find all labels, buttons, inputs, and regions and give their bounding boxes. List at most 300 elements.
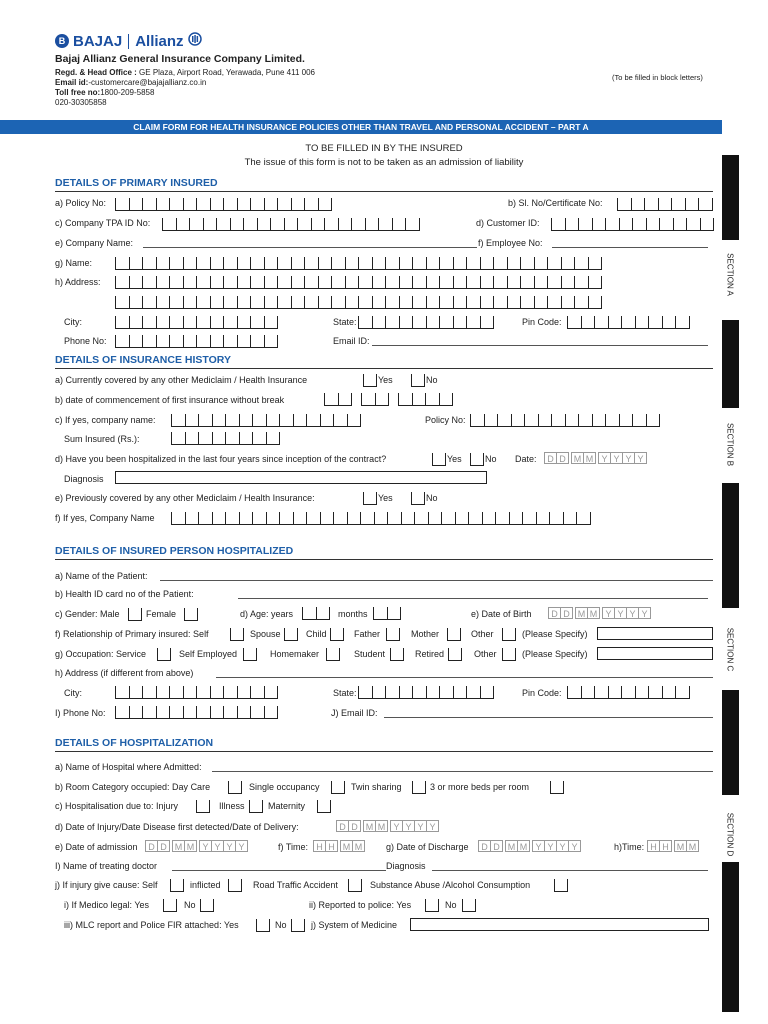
health-id-input[interactable] <box>238 598 708 599</box>
char-cell[interactable] <box>520 257 534 270</box>
policy-no-input[interactable] <box>115 198 332 211</box>
char-cell[interactable] <box>115 257 129 270</box>
char-cell[interactable] <box>632 218 646 231</box>
placeholder-cell[interactable]: M <box>375 820 388 832</box>
char-cell[interactable] <box>507 257 521 270</box>
medico-yes-checkbox[interactable] <box>163 899 177 912</box>
char-cell[interactable] <box>673 218 687 231</box>
char-cell[interactable] <box>378 218 392 231</box>
char-cell[interactable] <box>250 706 264 719</box>
due-injury-checkbox[interactable] <box>196 800 210 813</box>
char-cell[interactable] <box>399 686 413 699</box>
occupation-student-checkbox[interactable] <box>390 648 404 661</box>
char-cell[interactable] <box>331 257 345 270</box>
char-cell[interactable] <box>250 335 264 348</box>
hospitalized-date-input[interactable] <box>544 452 646 464</box>
char-cell[interactable] <box>264 276 278 289</box>
room-single-checkbox[interactable] <box>331 781 345 794</box>
hospital-name-input[interactable] <box>212 771 713 772</box>
char-cell[interactable] <box>565 414 579 427</box>
placeholder-cell[interactable]: H <box>647 840 660 852</box>
char-cell[interactable] <box>520 276 534 289</box>
char-cell[interactable] <box>547 296 561 309</box>
occupation-self-employed-checkbox[interactable] <box>243 648 257 661</box>
char-cell[interactable] <box>183 257 197 270</box>
char-cell[interactable] <box>574 257 588 270</box>
char-cell[interactable] <box>426 686 440 699</box>
char-cell[interactable] <box>565 218 579 231</box>
char-cell[interactable] <box>698 198 713 211</box>
char-cell[interactable] <box>412 257 426 270</box>
char-cell[interactable] <box>441 512 455 525</box>
char-cell[interactable] <box>399 296 413 309</box>
char-cell[interactable] <box>385 257 399 270</box>
relationship-spouse-checkbox[interactable] <box>284 628 298 641</box>
char-cell[interactable] <box>605 414 619 427</box>
char-cell[interactable] <box>225 512 239 525</box>
char-cell[interactable] <box>374 512 388 525</box>
char-cell[interactable] <box>588 257 603 270</box>
address-input-line2[interactable] <box>115 296 602 309</box>
char-cell[interactable] <box>507 276 521 289</box>
char-cell[interactable] <box>115 706 129 719</box>
cause-road-checkbox[interactable] <box>348 879 362 892</box>
customer-id-input[interactable] <box>551 218 714 231</box>
char-cell[interactable] <box>561 296 575 309</box>
char-cell[interactable] <box>338 393 353 406</box>
address-different-input[interactable] <box>216 677 713 678</box>
char-cell[interactable] <box>320 512 334 525</box>
placeholder-cell[interactable]: M <box>505 840 518 852</box>
char-cell[interactable] <box>252 414 266 427</box>
char-cell[interactable] <box>658 198 672 211</box>
char-cell[interactable] <box>196 198 210 211</box>
char-cell[interactable] <box>425 393 439 406</box>
placeholder-cell[interactable]: Y <box>544 840 557 852</box>
char-cell[interactable] <box>534 257 548 270</box>
char-cell[interactable] <box>171 432 185 445</box>
char-cell[interactable] <box>183 335 197 348</box>
employee-no-input[interactable] <box>552 247 708 248</box>
due-maternity-checkbox[interactable] <box>317 800 331 813</box>
char-cell[interactable] <box>439 686 453 699</box>
char-cell[interactable] <box>291 198 305 211</box>
placeholder-cell[interactable]: Y <box>414 820 427 832</box>
char-cell[interactable] <box>439 296 453 309</box>
char-cell[interactable] <box>250 296 264 309</box>
char-cell[interactable] <box>198 414 212 427</box>
char-cell[interactable] <box>210 296 224 309</box>
state-input[interactable] <box>358 316 494 329</box>
mlc-yes-checkbox[interactable] <box>256 919 270 932</box>
char-cell[interactable] <box>534 296 548 309</box>
char-cell[interactable] <box>347 414 362 427</box>
char-cell[interactable] <box>385 276 399 289</box>
char-cell[interactable] <box>662 686 676 699</box>
char-cell[interactable] <box>581 316 595 329</box>
char-cell[interactable] <box>594 686 608 699</box>
char-cell[interactable] <box>156 276 170 289</box>
char-cell[interactable] <box>385 316 399 329</box>
char-cell[interactable] <box>399 316 413 329</box>
placeholder-cell[interactable]: H <box>313 840 326 852</box>
occupation-other-checkbox[interactable] <box>502 648 516 661</box>
char-cell[interactable] <box>293 512 307 525</box>
placeholder-cell[interactable]: Y <box>235 840 248 852</box>
char-cell[interactable] <box>129 198 143 211</box>
char-cell[interactable] <box>484 414 498 427</box>
char-cell[interactable] <box>509 512 523 525</box>
char-cell[interactable] <box>225 432 239 445</box>
placeholder-cell[interactable]: Y <box>556 840 569 852</box>
char-cell[interactable] <box>210 335 224 348</box>
char-cell[interactable] <box>129 686 143 699</box>
cause-self-checkbox[interactable] <box>170 879 184 892</box>
char-cell[interactable] <box>581 686 595 699</box>
state-c-input[interactable] <box>358 686 494 699</box>
char-cell[interactable] <box>426 296 440 309</box>
char-cell[interactable] <box>594 316 608 329</box>
char-cell[interactable] <box>237 198 251 211</box>
char-cell[interactable] <box>297 218 311 231</box>
placeholder-cell[interactable]: M <box>363 820 376 832</box>
char-cell[interactable] <box>412 316 426 329</box>
char-cell[interactable] <box>129 335 143 348</box>
char-cell[interactable] <box>372 257 386 270</box>
char-cell[interactable] <box>482 512 496 525</box>
char-cell[interactable] <box>237 706 251 719</box>
char-cell[interactable] <box>318 296 332 309</box>
char-cell[interactable] <box>277 198 291 211</box>
room-daycare-checkbox[interactable] <box>228 781 242 794</box>
char-cell[interactable] <box>453 686 467 699</box>
char-cell[interactable] <box>223 686 237 699</box>
char-cell[interactable] <box>567 316 581 329</box>
discharge-time-input[interactable] <box>647 840 698 852</box>
char-cell[interactable] <box>279 512 293 525</box>
company-name-b-input[interactable] <box>171 414 361 427</box>
char-cell[interactable] <box>399 276 413 289</box>
char-cell[interactable] <box>196 686 210 699</box>
char-cell[interactable] <box>250 198 264 211</box>
char-cell[interactable] <box>302 607 316 620</box>
previously-covered-yes-checkbox[interactable] <box>363 492 377 505</box>
char-cell[interactable] <box>358 686 372 699</box>
hospitalized-no-checkbox[interactable] <box>470 453 484 466</box>
char-cell[interactable] <box>426 316 440 329</box>
placeholder-cell[interactable]: M <box>686 840 699 852</box>
address-input-line1[interactable] <box>115 276 602 289</box>
char-cell[interactable] <box>520 296 534 309</box>
char-cell[interactable] <box>534 276 548 289</box>
char-cell[interactable] <box>455 512 469 525</box>
char-cell[interactable] <box>414 512 428 525</box>
char-cell[interactable] <box>567 686 581 699</box>
char-cell[interactable] <box>142 296 156 309</box>
relationship-child-checkbox[interactable] <box>330 628 344 641</box>
char-cell[interactable] <box>250 686 264 699</box>
char-cell[interactable] <box>115 198 129 211</box>
diagnosis-input[interactable] <box>115 471 487 484</box>
pin-code-input[interactable] <box>567 316 690 329</box>
char-cell[interactable] <box>387 607 402 620</box>
char-cell[interactable] <box>588 276 603 289</box>
placeholder-cell[interactable]: D <box>556 452 569 464</box>
char-cell[interactable] <box>176 218 190 231</box>
char-cell[interactable] <box>196 706 210 719</box>
char-cell[interactable] <box>632 414 646 427</box>
char-cell[interactable] <box>453 296 467 309</box>
char-cell[interactable] <box>522 512 536 525</box>
char-cell[interactable] <box>277 296 291 309</box>
char-cell[interactable] <box>365 218 379 231</box>
placeholder-cell[interactable]: M <box>575 607 588 619</box>
char-cell[interactable] <box>646 414 661 427</box>
char-cell[interactable] <box>644 198 658 211</box>
placeholder-cell[interactable]: Y <box>402 820 415 832</box>
char-cell[interactable] <box>318 257 332 270</box>
char-cell[interactable] <box>361 393 375 406</box>
char-cell[interactable] <box>115 686 129 699</box>
char-cell[interactable] <box>453 276 467 289</box>
occupation-specify-input[interactable] <box>597 647 713 660</box>
placeholder-cell[interactable]: Y <box>199 840 212 852</box>
char-cell[interactable] <box>671 198 685 211</box>
char-cell[interactable] <box>621 316 635 329</box>
char-cell[interactable] <box>372 686 386 699</box>
char-cell[interactable] <box>129 316 143 329</box>
char-cell[interactable] <box>142 276 156 289</box>
char-cell[interactable] <box>412 276 426 289</box>
relationship-mother-checkbox[interactable] <box>447 628 461 641</box>
char-cell[interactable] <box>685 198 699 211</box>
char-cell[interactable] <box>185 414 199 427</box>
placeholder-cell[interactable]: D <box>145 840 158 852</box>
char-cell[interactable] <box>493 296 507 309</box>
char-cell[interactable] <box>561 276 575 289</box>
commencement-day-input[interactable] <box>324 393 352 406</box>
char-cell[interactable] <box>304 276 318 289</box>
previously-covered-no-checkbox[interactable] <box>411 492 425 505</box>
occupation-retired-checkbox[interactable] <box>448 648 462 661</box>
due-illness-checkbox[interactable] <box>249 800 263 813</box>
char-cell[interactable] <box>426 257 440 270</box>
char-cell[interactable] <box>156 335 170 348</box>
char-cell[interactable] <box>142 686 156 699</box>
char-cell[interactable] <box>196 257 210 270</box>
policy-no-b-input[interactable] <box>470 414 660 427</box>
char-cell[interactable] <box>561 257 575 270</box>
char-cell[interactable] <box>428 512 442 525</box>
commencement-year-input[interactable] <box>398 393 453 406</box>
char-cell[interactable] <box>156 706 170 719</box>
char-cell[interactable] <box>185 432 199 445</box>
char-cell[interactable] <box>230 218 244 231</box>
gender-male-checkbox[interactable] <box>128 608 142 621</box>
hospitalized-yes-checkbox[interactable] <box>432 453 446 466</box>
placeholder-cell[interactable]: D <box>478 840 491 852</box>
occupation-service-checkbox[interactable] <box>157 648 171 661</box>
discharge-date-input[interactable] <box>478 840 580 852</box>
char-cell[interactable] <box>196 296 210 309</box>
char-cell[interactable] <box>239 432 253 445</box>
char-cell[interactable] <box>675 686 690 699</box>
char-cell[interactable] <box>264 316 279 329</box>
char-cell[interactable] <box>592 414 606 427</box>
char-cell[interactable] <box>156 686 170 699</box>
char-cell[interactable] <box>266 414 280 427</box>
placeholder-cell[interactable]: Y <box>626 607 639 619</box>
char-cell[interactable] <box>223 257 237 270</box>
char-cell[interactable] <box>358 316 372 329</box>
police-no-checkbox[interactable] <box>462 899 476 912</box>
char-cell[interactable] <box>196 335 210 348</box>
char-cell[interactable] <box>291 257 305 270</box>
patient-name-input[interactable] <box>160 580 713 581</box>
char-cell[interactable] <box>264 257 278 270</box>
char-cell[interactable] <box>574 296 588 309</box>
char-cell[interactable] <box>635 686 649 699</box>
char-cell[interactable] <box>304 296 318 309</box>
char-cell[interactable] <box>318 276 332 289</box>
char-cell[interactable] <box>466 257 480 270</box>
date-injury-input[interactable] <box>336 820 438 832</box>
char-cell[interactable] <box>212 414 226 427</box>
char-cell[interactable] <box>169 257 183 270</box>
char-cell[interactable] <box>183 296 197 309</box>
placeholder-cell[interactable]: M <box>184 840 197 852</box>
placeholder-cell[interactable]: D <box>157 840 170 852</box>
placeholder-cell[interactable]: Y <box>532 840 545 852</box>
char-cell[interactable] <box>331 296 345 309</box>
currently-covered-yes-checkbox[interactable] <box>363 374 377 387</box>
char-cell[interactable] <box>156 257 170 270</box>
char-cell[interactable] <box>324 393 338 406</box>
char-cell[interactable] <box>466 316 480 329</box>
char-cell[interactable] <box>563 512 577 525</box>
char-cell[interactable] <box>511 414 525 427</box>
char-cell[interactable] <box>480 316 495 329</box>
admission-time-input[interactable] <box>313 840 364 852</box>
char-cell[interactable] <box>412 686 426 699</box>
char-cell[interactable] <box>646 218 660 231</box>
placeholder-cell[interactable]: Y <box>223 840 236 852</box>
char-cell[interactable] <box>439 393 454 406</box>
char-cell[interactable] <box>129 296 143 309</box>
char-cell[interactable] <box>536 512 550 525</box>
char-cell[interactable] <box>648 686 662 699</box>
char-cell[interactable] <box>358 276 372 289</box>
placeholder-cell[interactable]: Y <box>614 607 627 619</box>
char-cell[interactable] <box>439 257 453 270</box>
char-cell[interactable] <box>237 316 251 329</box>
char-cell[interactable] <box>243 218 257 231</box>
char-cell[interactable] <box>700 218 715 231</box>
char-cell[interactable] <box>659 218 673 231</box>
char-cell[interactable] <box>360 512 374 525</box>
char-cell[interactable] <box>115 316 129 329</box>
char-cell[interactable] <box>270 218 284 231</box>
char-cell[interactable] <box>264 198 278 211</box>
char-cell[interactable] <box>480 276 494 289</box>
relationship-specify-input[interactable] <box>597 627 713 640</box>
char-cell[interactable] <box>372 276 386 289</box>
char-cell[interactable] <box>237 335 251 348</box>
char-cell[interactable] <box>169 316 183 329</box>
char-cell[interactable] <box>621 686 635 699</box>
phone-c-input[interactable] <box>115 706 278 719</box>
char-cell[interactable] <box>331 276 345 289</box>
char-cell[interactable] <box>439 276 453 289</box>
char-cell[interactable] <box>619 414 633 427</box>
char-cell[interactable] <box>497 414 511 427</box>
char-cell[interactable] <box>387 512 401 525</box>
char-cell[interactable] <box>115 335 129 348</box>
placeholder-cell[interactable]: D <box>560 607 573 619</box>
char-cell[interactable] <box>210 276 224 289</box>
char-cell[interactable] <box>252 512 266 525</box>
placeholder-cell[interactable]: Y <box>390 820 403 832</box>
char-cell[interactable] <box>169 296 183 309</box>
char-cell[interactable] <box>291 296 305 309</box>
char-cell[interactable] <box>538 414 552 427</box>
char-cell[interactable] <box>576 512 591 525</box>
placeholder-cell[interactable]: Y <box>610 452 623 464</box>
char-cell[interactable] <box>466 276 480 289</box>
char-cell[interactable] <box>293 414 307 427</box>
char-cell[interactable] <box>412 296 426 309</box>
char-cell[interactable] <box>216 218 230 231</box>
char-cell[interactable] <box>578 218 592 231</box>
char-cell[interactable] <box>142 257 156 270</box>
char-cell[interactable] <box>631 198 645 211</box>
char-cell[interactable] <box>495 512 509 525</box>
char-cell[interactable] <box>223 335 237 348</box>
char-cell[interactable] <box>198 512 212 525</box>
char-cell[interactable] <box>453 257 467 270</box>
char-cell[interactable] <box>189 218 203 231</box>
placeholder-cell[interactable]: D <box>548 607 561 619</box>
diagnosis-d-input[interactable] <box>432 870 708 871</box>
char-cell[interactable] <box>169 335 183 348</box>
char-cell[interactable] <box>237 296 251 309</box>
char-cell[interactable] <box>385 296 399 309</box>
placeholder-cell[interactable]: M <box>340 840 353 852</box>
placeholder-cell[interactable]: D <box>336 820 349 832</box>
char-cell[interactable] <box>405 218 420 231</box>
char-cell[interactable] <box>635 316 649 329</box>
placeholder-cell[interactable]: D <box>348 820 361 832</box>
char-cell[interactable] <box>373 607 387 620</box>
char-cell[interactable] <box>142 316 156 329</box>
relationship-other-checkbox[interactable] <box>502 628 516 641</box>
char-cell[interactable] <box>480 257 494 270</box>
char-cell[interactable] <box>466 686 480 699</box>
char-cell[interactable] <box>196 276 210 289</box>
char-cell[interactable] <box>372 316 386 329</box>
char-cell[interactable] <box>223 198 237 211</box>
char-cell[interactable] <box>198 432 212 445</box>
phone-no-input[interactable] <box>115 335 278 348</box>
char-cell[interactable] <box>318 198 333 211</box>
char-cell[interactable] <box>203 218 217 231</box>
char-cell[interactable] <box>223 706 237 719</box>
char-cell[interactable] <box>210 198 224 211</box>
commencement-month-input[interactable] <box>361 393 389 406</box>
char-cell[interactable] <box>304 198 318 211</box>
char-cell[interactable] <box>252 432 266 445</box>
char-cell[interactable] <box>183 686 197 699</box>
